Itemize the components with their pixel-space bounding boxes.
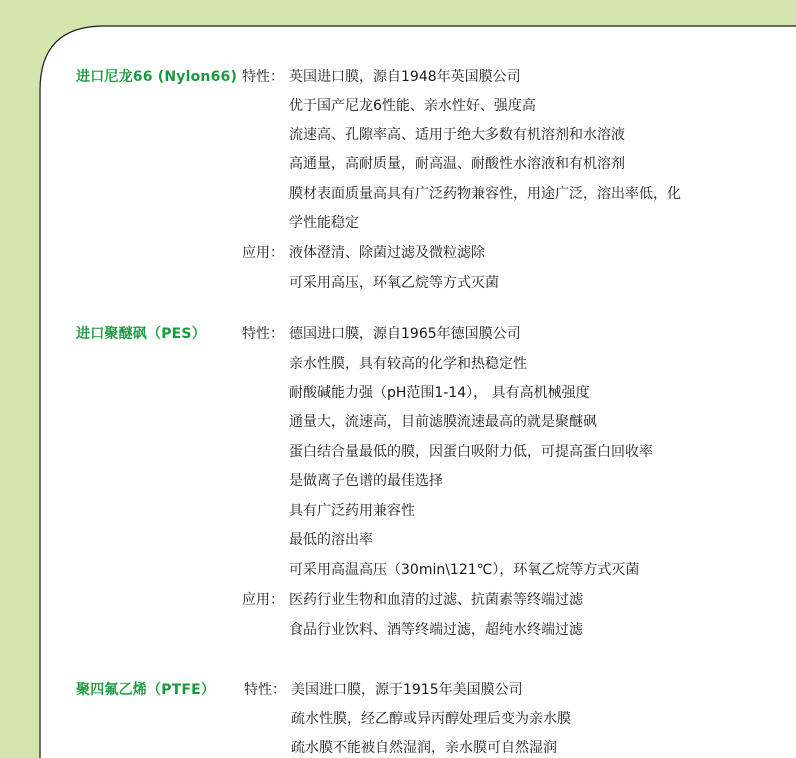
feature-line: 疏水性膜，经乙醇或异丙醇处理后变为亲水膜 bbox=[291, 711, 571, 727]
feature-line: 蛋白结合量最低的膜，因蛋白吸附力低，可提高蛋白回收率 bbox=[289, 444, 653, 460]
feature-line: 学性能稳定 bbox=[289, 215, 359, 231]
feature-line: 高通量，高耐质量，耐高温、耐酸性水溶液和有机溶剂 bbox=[289, 156, 625, 172]
application-line: 医药行业生物和血清的过滤、抗菌素等终端过滤 bbox=[289, 592, 583, 608]
application-line: 可采用高压，环氧乙烷等方式灭菌 bbox=[289, 275, 499, 291]
application-label: 应用： bbox=[242, 592, 284, 608]
section-title-pes: 进口聚醚砜（PES） bbox=[76, 326, 206, 342]
feature-line: 美国进口膜，源于1915年美国膜公司 bbox=[291, 682, 523, 698]
feature-label: 特性： bbox=[242, 69, 284, 85]
feature-line: 流速高、孔隙率高、适用于绝大多数有机溶剂和水溶液 bbox=[289, 127, 625, 143]
feature-line: 膜材表面质量高具有广泛药物兼容性，用途广泛，溶出率低，化 bbox=[289, 186, 681, 202]
section-title-ptfe: 聚四氟乙烯（PTFE） bbox=[76, 682, 216, 698]
section-title-nylon66: 进口尼龙66 (Nylon66) bbox=[76, 69, 238, 85]
feature-line: 可采用高温高压（30min\121℃），环氧乙烷等方式灭菌 bbox=[289, 562, 640, 578]
feature-line: 疏水膜不能被自然湿润，亲水膜可自然湿润 bbox=[291, 740, 557, 756]
feature-label: 特性： bbox=[244, 682, 286, 698]
feature-line: 通量大，流速高，目前滤膜流速最高的就是聚醚砜 bbox=[289, 414, 597, 430]
feature-line: 具有广泛药用兼容性 bbox=[289, 503, 415, 519]
feature-line: 亲水性膜，具有较高的化学和热稳定性 bbox=[289, 356, 527, 372]
application-label: 应用： bbox=[242, 245, 284, 261]
application-line: 食品行业饮料、酒等终端过滤，超纯水终端过滤 bbox=[289, 622, 583, 638]
application-line: 液体澄清、除菌过滤及微粒滤除 bbox=[289, 245, 485, 261]
feature-label: 特性： bbox=[242, 326, 284, 342]
feature-line: 是做离子色谱的最佳选择 bbox=[289, 473, 443, 489]
feature-line: 优于国产尼龙6性能、亲水性好、强度高 bbox=[289, 98, 536, 114]
feature-line: 耐酸碱能力强（pH范围1-14）， 具有高机械强度 bbox=[289, 385, 590, 401]
feature-line: 英国进口膜，源自1948年英国膜公司 bbox=[289, 69, 521, 85]
feature-line: 最低的溶出率 bbox=[289, 532, 373, 548]
feature-line: 德国进口膜，源自1965年德国膜公司 bbox=[289, 326, 521, 342]
